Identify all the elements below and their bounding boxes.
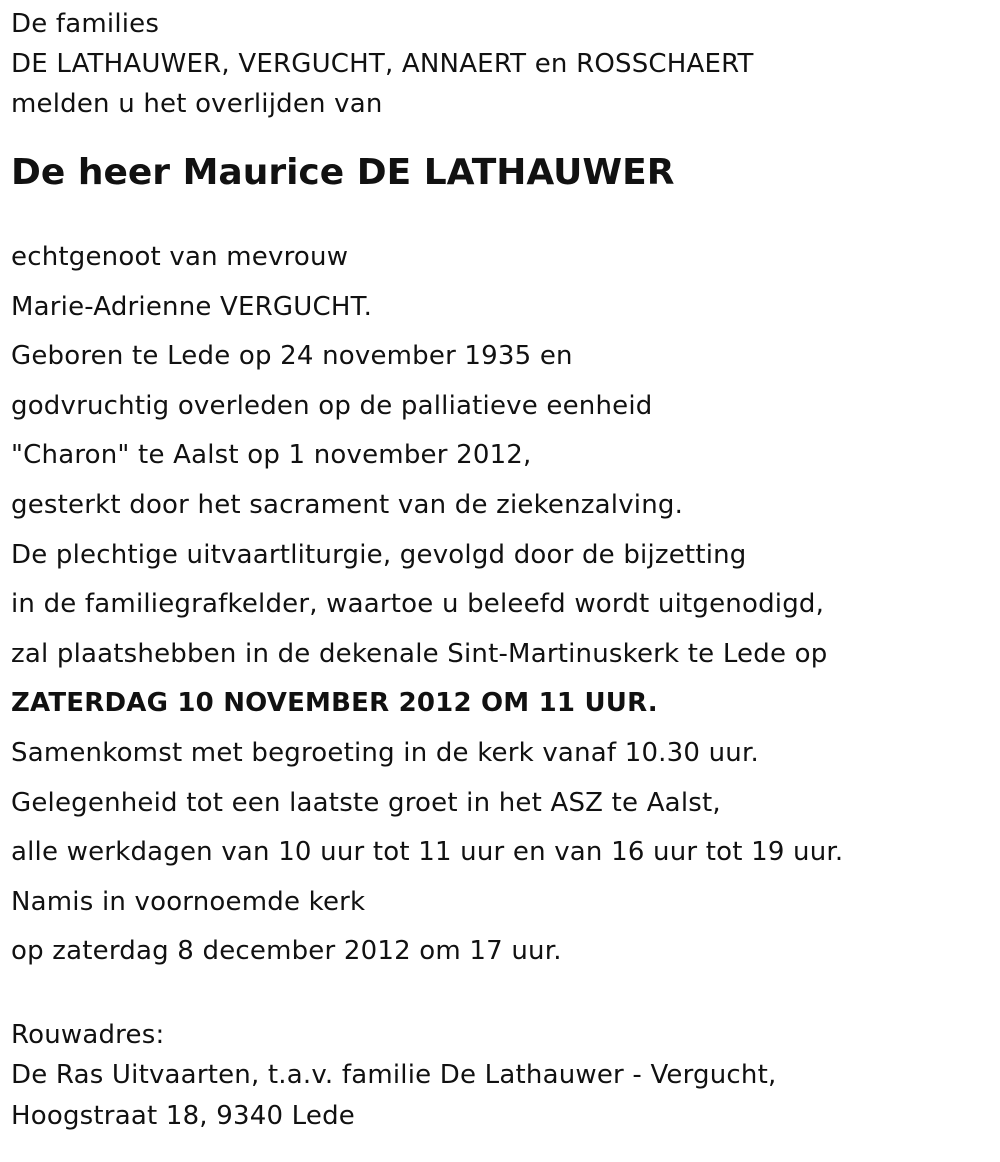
body-line: zal plaatshebben in de dekenale Sint-Martinuskerk te Lede op bbox=[11, 638, 828, 669]
address-line: De Ras Uitvaarten, t.a.v. familie De Lathauwer - Vergucht, bbox=[11, 1060, 777, 1091]
address-label: Rouwadres: bbox=[11, 1019, 165, 1050]
body-line: "Charon" te Aalst op 1 november 2012, bbox=[11, 440, 532, 471]
announcement-intro bbox=[11, 0, 991, 120]
body-line: in de familiegrafkelder, waartoe u beleefd wordt uitgenodigd, bbox=[11, 589, 825, 620]
body-line: Gelegenheid tot een laatste groet in het ASZ te Aalst, bbox=[11, 787, 721, 818]
body-line: alle werkdagen van 10 uur tot 11 uur en van 16 uur tot 19 uur. bbox=[11, 837, 844, 868]
body-line: op zaterdag 8 december 2012 om 17 uur. bbox=[11, 936, 562, 967]
body-line: Samenkomst met begroeting in de kerk vanaf 10.30 uur. bbox=[11, 737, 759, 768]
body-line: Geboren te Lede op 24 november 1935 en bbox=[11, 341, 573, 372]
funeral-date-line: ZATERDAG 10 NOVEMBER 2012 OM 11 UUR. bbox=[11, 688, 658, 719]
intro-line: melden u het overlijden van bbox=[11, 89, 383, 119]
intro-families-line: DE LATHAUWER, VERGUCHT, ANNAERT en ROSSCHAERT bbox=[11, 49, 754, 79]
address-line: Hoogstraat 18, 9340 Lede bbox=[11, 1100, 355, 1131]
body-line: godvruchtig overleden op de palliatieve eenheid bbox=[11, 390, 653, 421]
deceased-name-heading: De heer Maurice DE LATHAUWER bbox=[11, 152, 675, 193]
body-line: gesterkt door het sacrament van de ziekenzalving. bbox=[11, 489, 684, 520]
body-line: De plechtige uitvaartliturgie, gevolgd door de bijzetting bbox=[11, 539, 747, 570]
mourning-address bbox=[11, 1015, 991, 1137]
body-line: Namis in voornoemde kerk bbox=[11, 886, 366, 917]
body-line: echtgenoot van mevrouw bbox=[11, 242, 349, 272]
obituary-body bbox=[11, 233, 991, 977]
body-line: Marie-Adrienne VERGUCHT. bbox=[11, 291, 373, 322]
intro-line: De families bbox=[11, 9, 160, 39]
obituary-notice bbox=[11, 0, 991, 1136]
